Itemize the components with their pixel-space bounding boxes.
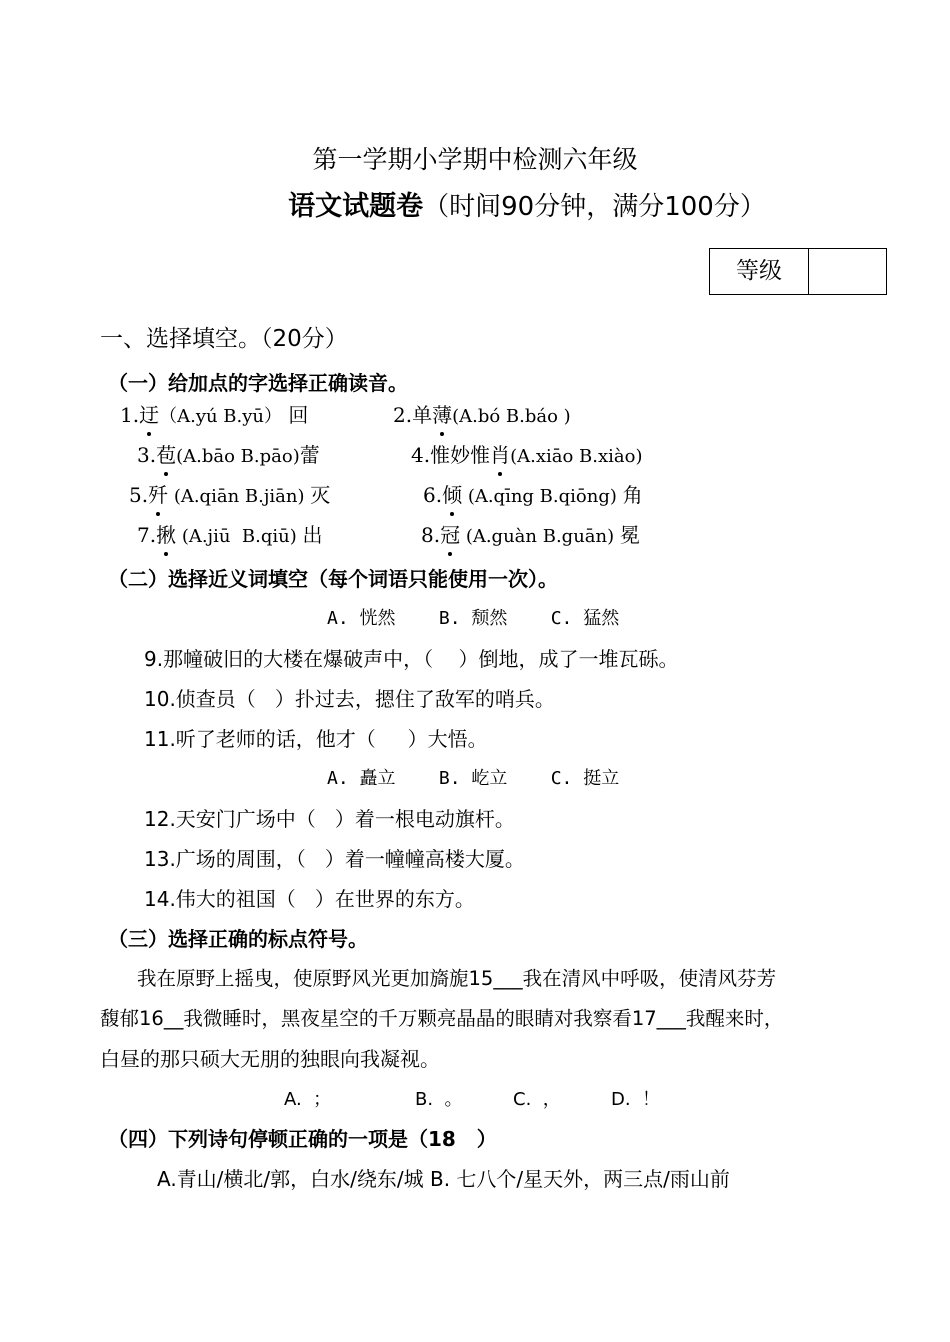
dotted-char: 歼: [148, 479, 168, 508]
synonym-options-2: A. 矗立 B. 屹立 C. 挺立: [327, 768, 620, 789]
grade-value: [809, 249, 886, 294]
exam-subject-title: 语文试题卷: [288, 191, 424, 222]
grade-box: [709, 248, 887, 295]
punctuation-option-b: B. 。: [415, 1089, 463, 1110]
dotted-char: 冠: [440, 519, 460, 548]
dotted-char: 迂: [139, 399, 159, 428]
question-13: 13.广场的周围，（ ）着一幢幢高楼大厦。: [144, 847, 525, 871]
dotted-char: 揪: [156, 519, 176, 548]
section1-heading: 一、选择填空。（20分）: [100, 326, 348, 352]
question-3: 3.苞(A.bāo B.pāo)蕾: [137, 439, 320, 468]
punctuation-option-c: C. ，: [513, 1089, 561, 1110]
question-6: 6.倾 (A.qīng B.qiōng) 角: [423, 479, 643, 508]
exam-title-line2: [0, 184, 950, 223]
exam-time-note: （时间90分钟，满分100分）: [423, 192, 766, 222]
punctuation-paragraph-line1: 我在原野上摇曳，使原野风光更加旖旎15___我在清风中呼吸，使清风芬芳: [137, 967, 777, 990]
question-8: 8.冠 (A.guàn B.guān) 冕: [421, 519, 640, 548]
synonym-options-1: A. 恍然 B. 颓然 C. 猛然: [327, 608, 620, 629]
exam-title-line1: 第一学期小学期中检测六年级: [312, 145, 638, 174]
question-5: 5.歼 (A.qiān B.jiān) 灭: [129, 479, 330, 508]
dotted-char: 苞: [156, 439, 176, 468]
question-9: 9.那幢破旧的大楼在爆破声中，（ ）倒地，成了一堆瓦砾。: [144, 647, 679, 671]
punctuation-option-a: A. ；: [284, 1089, 332, 1110]
question-12: 12.天安门广场中（ ）着一根电动旗杆。: [144, 807, 515, 831]
part1-heading: （一）给加点的字选择正确读音。: [108, 371, 408, 395]
punctuation-paragraph-line3: 白昼的那只硕大无朋的独眼向我凝视。: [100, 1047, 440, 1071]
question-1: 1.迂（A.yú B.yū） 回: [120, 399, 308, 428]
question-14: 14.伟大的祖国（ ）在世界的东方。: [144, 887, 475, 911]
part2-heading: （二）选择近义词填空（每个词语只能使用一次）。: [108, 567, 558, 591]
grade-label: 等级: [710, 249, 809, 294]
punctuation-paragraph-line2: 馥郁16__我微睡时，黑夜星空的千万颗亮晶晶的眼睛对我察看17___我醒来时，: [100, 1007, 784, 1030]
part3-heading: （三）选择正确的标点符号。: [108, 927, 368, 951]
question-2: 2.单薄(A.bó B.báo ): [393, 399, 571, 428]
question-7: 7.揪 (A.jiū B.qiū) 出: [137, 519, 323, 548]
question-11: 11.听了老师的话，他才（ ）大悟。: [144, 727, 488, 751]
part4-heading: （四）下列诗句停顿正确的一项是（18 ）: [108, 1127, 497, 1151]
punctuation-option-d: D. ！: [611, 1089, 661, 1110]
dotted-char: 薄: [432, 399, 452, 428]
question-4: 4.惟妙惟肖(A.xiāo B.xiào): [411, 439, 642, 468]
dotted-char: 肖: [490, 439, 510, 468]
question-10: 10.侦查员（ ）扑过去，摁住了敌军的哨兵。: [144, 687, 555, 711]
poem-pause-options: A.青山/横北/郭，白水/绕东/城 B. 七八个/星天外，两三点/雨山前: [157, 1167, 730, 1191]
dotted-char: 倾: [442, 479, 462, 508]
